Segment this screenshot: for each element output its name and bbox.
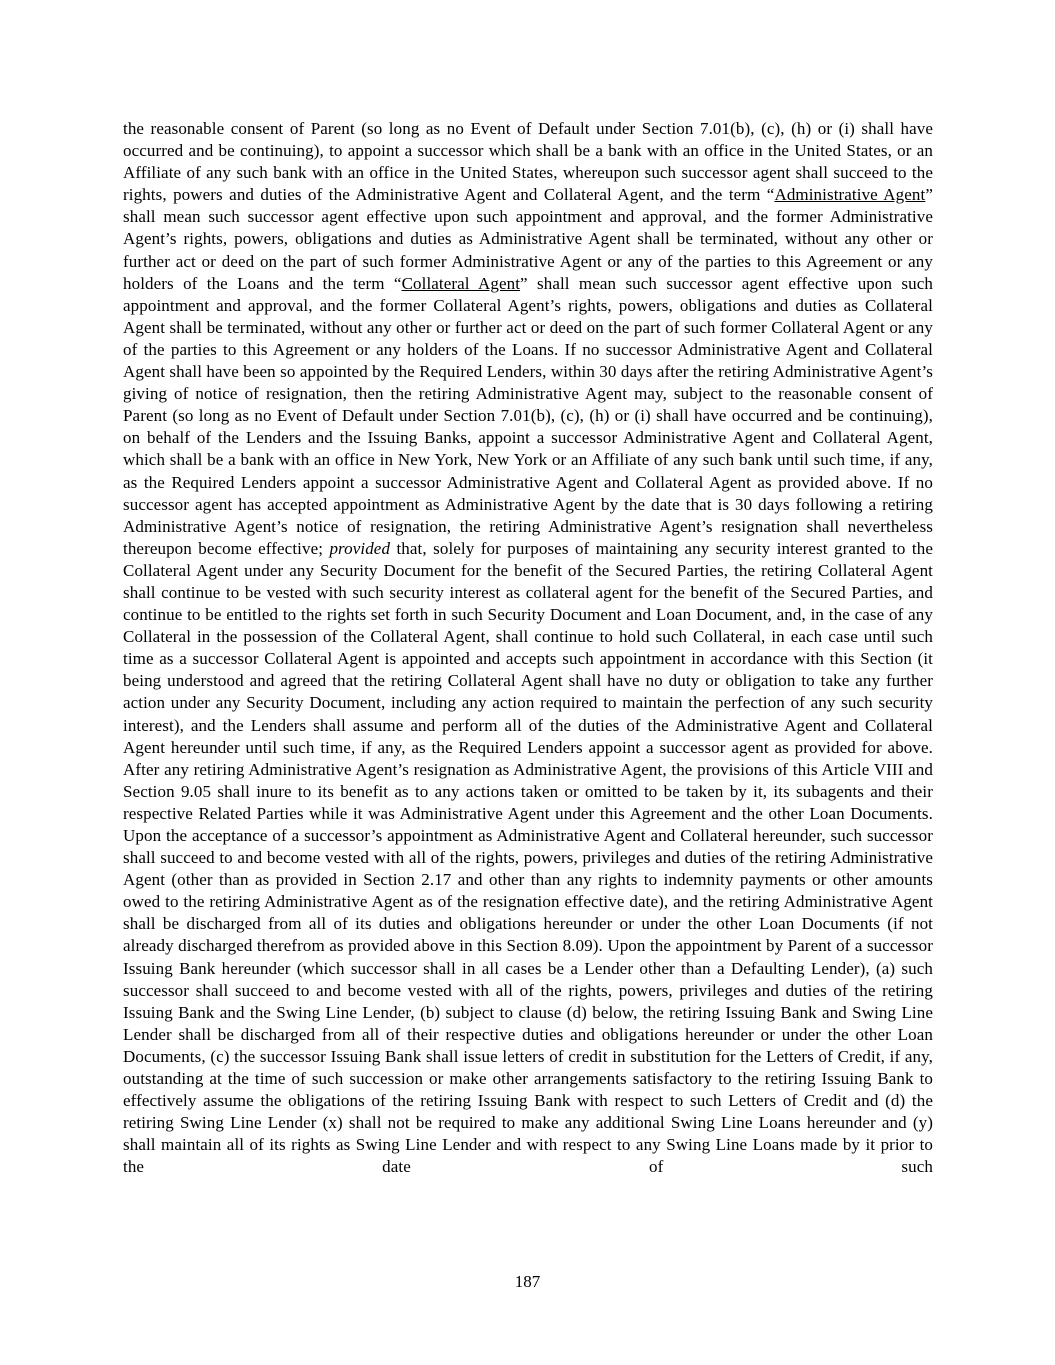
text-segment-normal: ” shall mean such successor agent effective upon such appointment and approval, and the former Administrative Agent’s rights, powers, obligations and duties as Administrative Agent shall be terminated, without any other or further act or deed on the part of such former Administrative Agent or any of the parties to this Agreement or any holders of the Loans and the term “ (123, 185, 933, 293)
text-segment-italic: provided (329, 538, 391, 558)
body-paragraph (123, 118, 933, 1179)
text-segment-normal: the reasonable consent of Parent (so long as no Event of Default under Section 7.01(b), (c), (h) or (i) shall have occurred and be continuing), to appoint a successor which shall be a bank with an office in the United States, or an Affiliate of any such bank with an office in the United States, whereupon such successor agent shall succeed to the rights, powers and duties of the Administrative Agent and Collateral Agent, and the term “ (123, 119, 933, 205)
text-segment-normal: ” shall mean such successor agent effective upon such appointment and approval, and the former Collateral Agent’s rights, powers, obligations and duties as Collateral Agent shall be terminated, without any other or further act or deed on the part of such former Collateral Agent or any of the parties to this Agreement or any holders of the Loans. If no successor Administrative Agent and Collateral Agent shall have been so appointed by the Required Lenders, within 30 days after the retiring Administrative Agent’s giving of notice of resignation, then the retiring Administrative Agent may, subject to the reasonable consent of Parent (so long as no Event of Default under Section 7.01(b), (c), (h) or (i) shall have occurred and be continuing), on behalf of the Lenders and the Issuing Banks, appoint a successor Administrative Agent and Collateral Agent, which shall be a bank with an office in New York, New York or an Affiliate of any such bank until such time, if any, as the Required Lenders appoint a successor Administrative Agent and Collateral Agent as provided above. If no successor agent has accepted appointment as Administrative Agent by the date that is 30 days following a retiring Administrative Agent’s notice of resignation, the retiring Administrative Agent’s resignation shall nevertheless thereupon become effective; (123, 273, 933, 558)
text-segment-underline: Administrative Agent (774, 185, 926, 205)
text-segment-normal: that, solely for purposes of maintaining any security interest granted to the Collateral Agent under any Security Document for the benefit of the Secured Parties, the retiring Collateral Agent shall continue to be vested with such security interest as collateral agent for the benefit of the Secured Parties, and continue to be entitled to the rights set forth in such Security Document and Loan Document, and, in the case of any Collateral in the possession of the Collateral Agent, shall continue to hold such Collateral, in each case until such time as a successor Collateral Agent is appointed and accepts such appointment in accordance with this Section (it being understood and agreed that the retiring Collateral Agent shall have no duty or obligation to take any further action under any Security Document, including any action required to maintain the perfection of any such security interest), and the Lenders shall assume and perform all of the duties of the Administrative Agent and Collateral Agent hereunder until such time, if any, as the Required Lenders appoint a successor agent as provided for above. After any retiring Administrative Agent’s resignation as Administrative Agent, the provisions of this Article VIII and Section 9.05 shall inure to its benefit as to any actions taken or omitted to be taken by it, its subagents and their respective Related Parties while it was Administrative Agent under this Agreement and the other Loan Documents. Upon the acceptance of a successor’s appointment as Administrative Agent and Collateral hereunder, such successor shall succeed to and become vested with all of the rights, powers, privileges and duties of the retiring Administrative Agent (other than as provided in Section 2.17 and other than any rights to indemnity payments or other amounts owed to the retiring Administrative Agent as of the resignation effective date), and the retiring Administrative Agent shall be discharged from all of its duties and obligations hereunder or under the other Loan Documents (if not already discharged therefrom as provided above in this Section 8.09). Upon the appointment by Parent of a successor Issuing Bank hereunder (which successor shall in all cases be a Lender other than a Defaulting Lender), (a) such successor shall succeed to and become vested with all of the rights, powers, privileges and duties of the retiring Issuing Bank and the Swing Line Lender, (b) subject to clause (d) below, the retiring Issuing Bank and Swing Line Lender shall be discharged from all of their respective duties and obligations hereunder or under the other Loan Documents, (c) the successor Issuing Bank shall issue letters of credit in substitution for the Letters of Credit, if any, outstanding at the time of such succession or make other arrangements satisfactory to the retiring Issuing Bank to effectively assume the obligations of the retiring Issuing Bank with respect to such Letters of Credit and (d) the retiring Swing Line Lender (x) shall not be required to make any additional Swing Line Loans hereunder and (y) shall maintain all of its rights as Swing Line Lender and with respect to any Swing Line Loans made by it prior to the date of such (123, 538, 933, 1177)
text-segment-underline: Collateral Agent (401, 273, 521, 293)
page-number: 187 (514, 1272, 541, 1291)
text-block (123, 118, 933, 1179)
